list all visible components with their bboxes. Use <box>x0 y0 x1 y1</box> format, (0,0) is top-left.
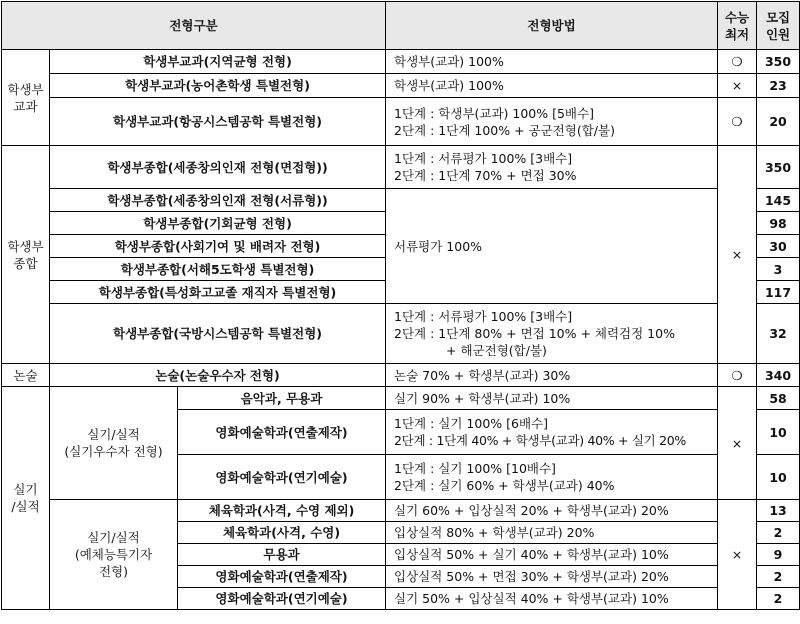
admission-type: 무용과 <box>178 544 386 566</box>
quota-count: 340 <box>757 364 800 387</box>
table-row <box>2 364 800 387</box>
admission-type: 논술(논술우수자 전형) <box>50 364 386 387</box>
admission-method: 학생부(교과) 100% <box>386 50 718 74</box>
admission-type: 영화예술학과(연기예술) <box>178 588 386 610</box>
csat-mark: × <box>718 146 757 364</box>
admission-method: 1단계 : 서류평가 100% [3배수] 2단계 : 1단계 80% + 면접 10% + 체력검정 10% + 해군전형(합/불) <box>386 304 718 364</box>
header-csat: 수능 최저 <box>718 2 757 50</box>
admission-type: 학생부종합(사회기여 및 배려자 전형) <box>50 235 386 258</box>
table-row <box>2 98 800 146</box>
admission-type: 학생부교과(지역균형 전형) <box>50 50 386 74</box>
quota-count: 145 <box>757 189 800 212</box>
quota-count: 350 <box>757 146 800 189</box>
quota-count: 10 <box>757 455 800 500</box>
quota-count: 3 <box>757 258 800 281</box>
header-row <box>2 2 800 50</box>
admission-method: 1단계 : 실기 100% [6배수] 2단계 : 1단계 40% + 학생부(교과) 40% + 실기 20% <box>386 410 718 455</box>
admission-method: 입상실적 50% + 면접 30% + 학생부(교과) 20% <box>386 566 718 588</box>
admission-method: 실기 90% + 학생부(교과) 10% <box>386 387 718 410</box>
table-row <box>2 387 800 410</box>
admission-type: 학생부교과(항공시스템공학 특별전형) <box>50 98 386 146</box>
admission-method: 1단계 : 실기 100% [10배수] 2단계 : 실기 60% + 학생부(교과) 40% <box>386 455 718 500</box>
quota-count: 32 <box>757 304 800 364</box>
quota-count: 2 <box>757 566 800 588</box>
quota-count: 2 <box>757 522 800 544</box>
table-row <box>2 146 800 189</box>
quota-count: 350 <box>757 50 800 74</box>
quota-count: 58 <box>757 387 800 410</box>
quota-count: 30 <box>757 235 800 258</box>
admission-type: 학생부종합(서해5도학생 특별전형) <box>50 258 386 281</box>
admission-type: 영화예술학과(연출제작) <box>178 566 386 588</box>
admission-type: 학생부종합(세종창의인재 전형(서류형)) <box>50 189 386 212</box>
admission-method: 서류평가 100% <box>386 189 718 304</box>
quota-count: 117 <box>757 281 800 304</box>
admission-type: 학생부종합(국방시스템공학 특별전형) <box>50 304 386 364</box>
quota-count: 98 <box>757 212 800 235</box>
csat-mark: ❍ <box>718 98 757 146</box>
table-row <box>2 304 800 364</box>
admission-type: 학생부교과(농어촌학생 특별전형) <box>50 74 386 98</box>
group-label: 학생부 교과 <box>2 50 50 146</box>
quota-count: 10 <box>757 410 800 455</box>
admissions-table <box>1 1 800 610</box>
admission-method: 1단계 : 서류평가 100% [3배수] 2단계 : 1단계 70% + 면접 30% <box>386 146 718 189</box>
table-row <box>2 189 800 212</box>
header-type: 전형구분 <box>2 2 386 50</box>
quota-count: 2 <box>757 588 800 610</box>
quota-count: 23 <box>757 74 800 98</box>
header-method: 전형방법 <box>386 2 718 50</box>
admission-method: 입상실적 50% + 실기 40% + 학생부(교과) 10% <box>386 544 718 566</box>
group-label: 실기 /실적 <box>2 387 50 610</box>
group-label: 학생부 종합 <box>2 146 50 364</box>
table-row <box>2 50 800 74</box>
admission-type: 체육학과(사격, 수영 제외) <box>178 500 386 522</box>
csat-mark: × <box>718 387 757 500</box>
subgroup-label: 실기/실적 (예체능특기자 전형) <box>50 500 178 610</box>
csat-mark: × <box>718 500 757 610</box>
csat-mark: ❍ <box>718 364 757 387</box>
admission-type: 학생부종합(기회균형 전형) <box>50 212 386 235</box>
quota-count: 13 <box>757 500 800 522</box>
admission-method: 실기 60% + 입상실적 20% + 학생부(교과) 20% <box>386 500 718 522</box>
admission-method: 학생부(교과) 100% <box>386 74 718 98</box>
admission-type: 학생부종합(세종창의인재 전형(면접형)) <box>50 146 386 189</box>
table-row <box>2 500 800 522</box>
csat-mark: × <box>718 74 757 98</box>
group-label: 논술 <box>2 364 50 387</box>
quota-count: 9 <box>757 544 800 566</box>
subgroup-label: 실기/실적 (실기우수자 전형) <box>50 387 178 500</box>
table-row <box>2 74 800 98</box>
admission-type: 학생부종합(특성화고교졸 재직자 특별전형) <box>50 281 386 304</box>
admission-type: 영화예술학과(연기예술) <box>178 455 386 500</box>
admission-method: 1단계 : 학생부(교과) 100% [5배수] 2단계 : 1단계 100% + 공군전형(합/불) <box>386 98 718 146</box>
csat-mark: ❍ <box>718 50 757 74</box>
admission-method: 실기 50% + 입상실적 40% + 학생부(교과) 10% <box>386 588 718 610</box>
header-quota: 모집 인원 <box>757 2 800 50</box>
admission-method: 논술 70% + 학생부(교과) 30% <box>386 364 718 387</box>
quota-count: 20 <box>757 98 800 146</box>
admission-method: 입상실적 80% + 학생부(교과) 20% <box>386 522 718 544</box>
admission-type: 체육학과(사격, 수영) <box>178 522 386 544</box>
admission-type: 음악과, 무용과 <box>178 387 386 410</box>
admission-type: 영화예술학과(연출제작) <box>178 410 386 455</box>
